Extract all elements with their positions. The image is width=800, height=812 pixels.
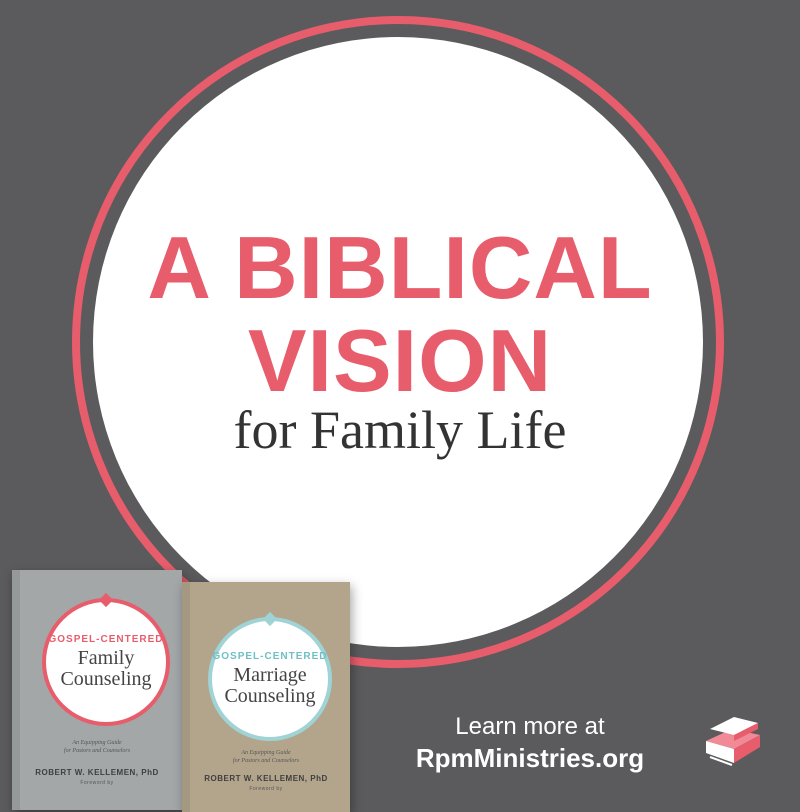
book-title-line-2: Counseling: [224, 685, 316, 707]
book-foreword: Foreword by: [80, 780, 114, 786]
book-foreword: Foreword by: [249, 786, 283, 792]
headline-line-2: VISION: [247, 311, 553, 410]
headline-subline: for Family Life: [233, 400, 567, 460]
book-title-line-2: Counseling: [60, 668, 152, 690]
book-title-line-1: Marriage: [233, 664, 307, 686]
book-subtitle-line-1: An Equipping Guide: [72, 740, 122, 746]
book-series: GOSPEL-CENTERED: [48, 634, 164, 645]
book-author: ROBERT W. KELLEMEN, PhD: [35, 768, 159, 777]
book-subtitle-line-2: for Pastors and Counselors: [232, 758, 300, 764]
book-subtitle-line-1: An Equipping Guide: [241, 750, 291, 756]
book-series: GOSPEL-CENTERED: [212, 651, 328, 662]
book-author: ROBERT W. KELLEMEN, PhD: [204, 774, 328, 783]
book-cover-family-counseling: [12, 570, 182, 810]
headline-line-1: A BIBLICAL: [147, 218, 653, 317]
diamond-icon: [263, 612, 277, 626]
book-badge: [208, 617, 332, 741]
diamond-icon: [99, 593, 113, 607]
book-cover-marriage-counseling: [182, 582, 350, 812]
cta-learn-more: Learn more at: [455, 713, 605, 740]
book-badge: [42, 598, 170, 726]
book-subtitle-line-2: for Pastors and Counselors: [63, 748, 131, 754]
cta-website-link[interactable]: RpmMinistries.org: [415, 743, 645, 773]
book-title-line-1: Family: [77, 647, 135, 669]
stacked-books-logo-icon[interactable]: [702, 713, 764, 769]
